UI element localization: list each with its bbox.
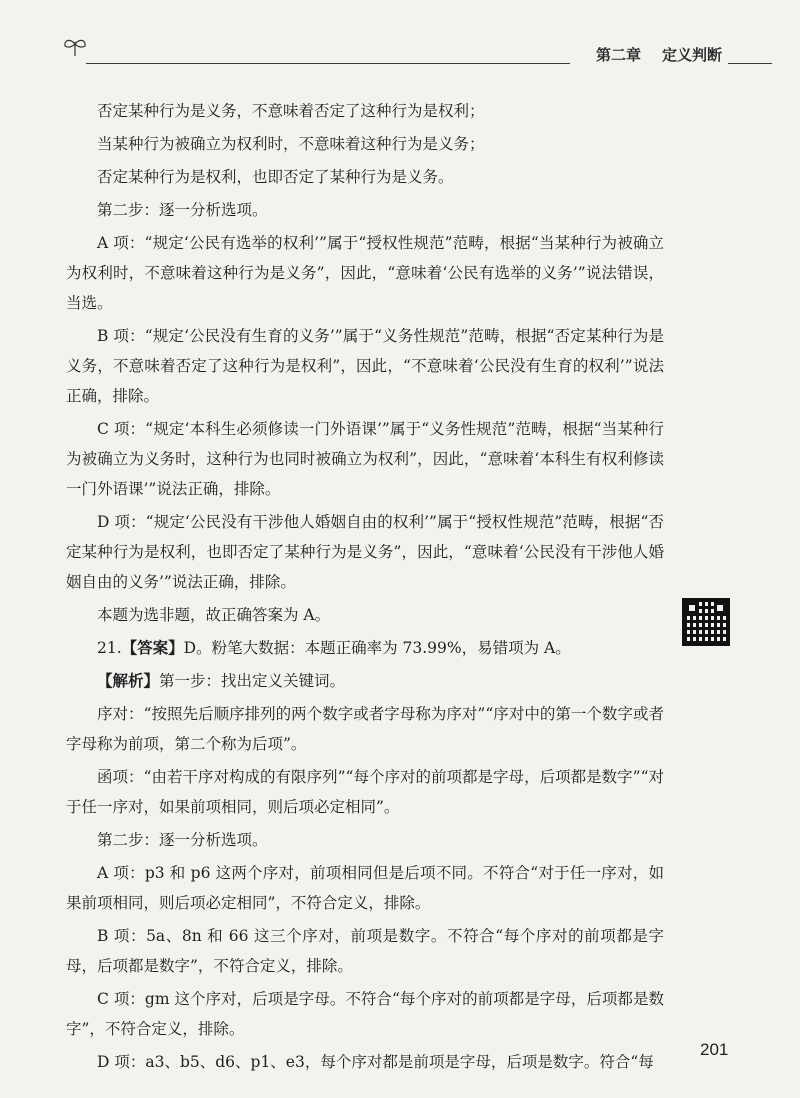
option-d-analysis: D 项：a3、b5、d6、p1、e3，每个序对都是前项是字母，后项是数字。符合“每 <box>97 1053 654 1071</box>
option-c-analysis: C 项：“规定‘本科生必须修读一门外语课’”属于“义务性规范”范畴，根据“当某种行为被确立为义务时，这种行为也同时被确立为权利”，因此，“意味着‘本科生有权利修读一门外语课’”说法正确，排除。 <box>66 420 664 498</box>
answer-line <box>66 633 664 663</box>
analysis-text: 第一步：找出定义关键词。 <box>159 672 346 690</box>
option-d-analysis: D 项：“规定‘公民没有干涉他人婚姻自由的权利’”属于“授权性规范”范畴，根据“否定某种行为是权利，也即否定了某种行为是义务”，因此，“意味着‘公民没有干涉他人婚姻自由的义务’”说法正确，排除。 <box>66 513 664 591</box>
qr-code-icon[interactable] <box>682 598 730 646</box>
paragraph: 否定某种行为是权利，也即否定了某种行为是义务。 <box>97 168 454 186</box>
option-c-analysis: C 项：gm 这个序对，后项是字母。不符合“每个序对的前项都是字母，后项都是数字”，不符合定义，排除。 <box>66 990 664 1038</box>
header-rule <box>86 63 570 64</box>
conclusion: 本题为选非题，故正确答案为 A。 <box>97 606 331 624</box>
definition-paragraph: 序对：“按照先后顺序排列的两个数字或者字母称为序对”“序对中的第一个数字或者字母称为前项，第二个称为后项”。 <box>66 705 664 753</box>
page-header <box>0 0 800 80</box>
page-body <box>66 96 664 1080</box>
analysis-line <box>66 666 664 696</box>
answer-label: 【答案】 <box>121 638 184 657</box>
paragraph: 否定某种行为是义务，不意味着否定了这种行为是权利； <box>97 102 485 120</box>
chapter-label: 第二章 <box>596 46 642 64</box>
definition-paragraph: 函项：“由若干序对构成的有限序列”“每个序对的前项都是字母，后项都是数字”“对于任一序对，如果前项相同，则后项必定相同”。 <box>66 768 664 816</box>
paragraph: 当某种行为被确立为权利时，不意味着这种行为是义务； <box>97 135 485 153</box>
option-a-analysis: A 项：“规定‘公民有选举的权利’”属于“授权性规范”范畴，根据“当某种行为被确立为权利时，不意味着这种行为是义务”，因此，“意味着‘公民有选举的义务’”说法错误，当选。 <box>66 234 664 312</box>
question-number: 21. <box>97 639 122 657</box>
sprout-leaf-icon <box>62 36 88 58</box>
paragraph: 第二步：逐一分析选项。 <box>97 201 268 219</box>
option-b-analysis: B 项：5a、8n 和 66 这三个序对，前项是数字。不符合“每个序对的前项都是字母，后项都是数字”，不符合定义，排除。 <box>66 927 664 975</box>
option-b-analysis: B 项：“规定‘公民没有生育的义务’”属于“义务性规范”范畴，根据“否定某种行为是义务，不意味着否定了这种行为是权利”，因此，“不意味着‘公民没有生育的权利’”说法正确，排除。 <box>66 327 664 405</box>
answer-text: D。粉笔大数据：本题正确率为 73.99%，易错项为 A。 <box>183 639 571 657</box>
option-a-analysis: A 项：p3 和 p6 这两个序对，前项相同但是后项不同。不符合“对于任一序对，如果前项相同，则后项必定相同”，不符合定义，排除。 <box>66 864 664 912</box>
header-rule-right <box>728 63 772 64</box>
analysis-label: 【解析】 <box>97 671 160 690</box>
step-heading: 第二步：逐一分析选项。 <box>97 831 268 849</box>
section-title: 定义判断 <box>662 46 723 64</box>
page-number: 201 <box>700 1040 729 1059</box>
